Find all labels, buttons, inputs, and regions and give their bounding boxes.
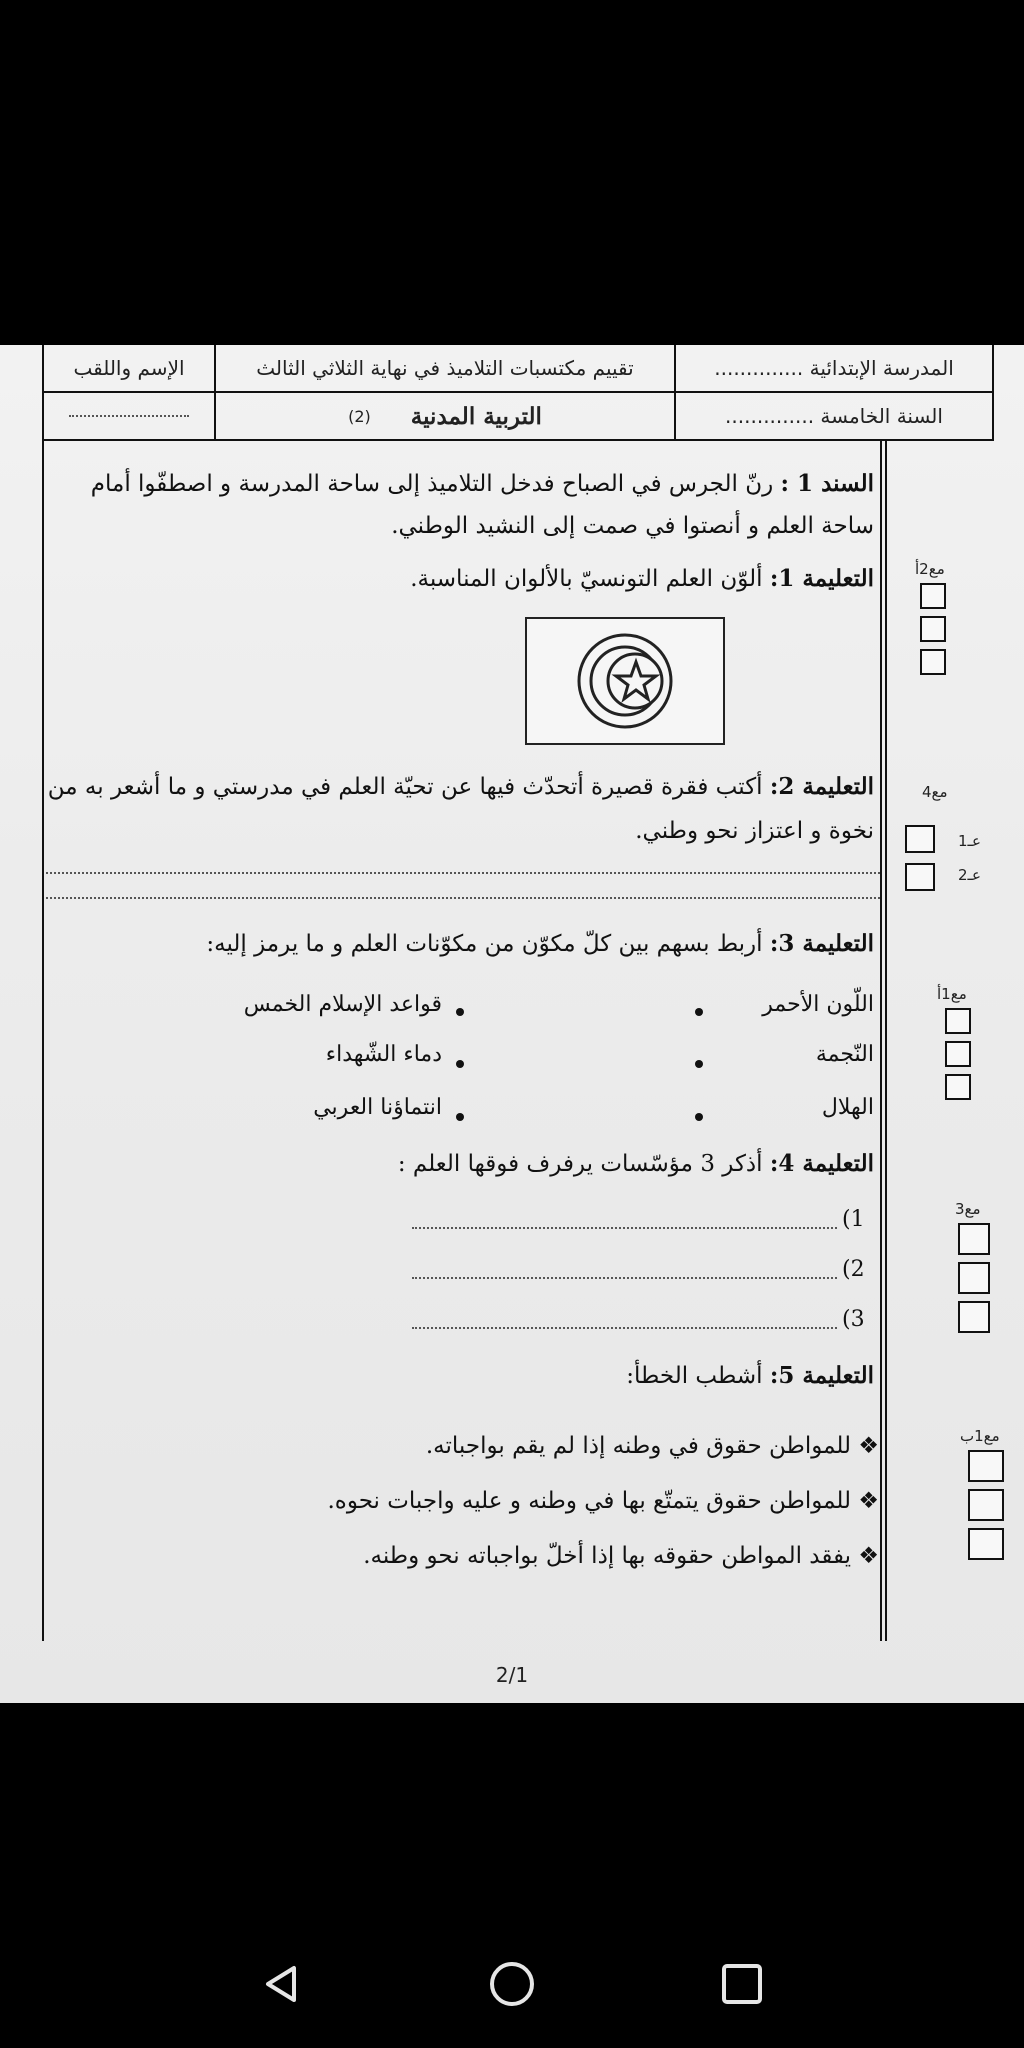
header-table	[42, 345, 994, 441]
score-q1: مع2أ	[915, 560, 945, 578]
score-boxes-q2	[905, 825, 935, 891]
score-boxes-q3	[945, 1008, 971, 1100]
q4-label: التعليمة 4:	[769, 1150, 874, 1177]
q1-label: التعليمة 1:	[769, 565, 874, 592]
q2-label: التعليمة 2:	[769, 773, 874, 800]
subject-title: التربية المدنية	[410, 402, 542, 430]
score-box[interactable]	[968, 1450, 1004, 1482]
score-box[interactable]	[968, 1528, 1004, 1560]
flag-outline[interactable]	[525, 617, 725, 745]
name-label: الإسم واللقب	[44, 345, 214, 393]
school-name: المدرسة الإبتدائية ..............	[676, 345, 992, 393]
subject-number: (2)	[348, 406, 371, 426]
match-dot-left[interactable]	[695, 1060, 703, 1068]
name-cell	[44, 345, 214, 439]
title-cell	[214, 345, 674, 439]
statement-text: للمواطن حقوق يتمتّع بها في وطنه و عليه واجبات نحوه.	[327, 1488, 852, 1514]
score-box[interactable]	[958, 1223, 990, 1255]
statement-text: يفقد المواطن حقوقه بها إذا أخلّ بواجباته نحو وطنه.	[363, 1543, 852, 1569]
question-4	[398, 1150, 874, 1177]
home-icon	[488, 1960, 536, 2008]
recents-icon	[720, 1962, 764, 2006]
score-q2b: عـ2	[958, 866, 981, 884]
score-q4: مع3	[955, 1200, 981, 1218]
statement-1[interactable]: ❖ للمواطن حقوق في وطنه إذا لم يقم بواجباته.	[425, 1433, 879, 1459]
q5-text: أشطب الخطأ:	[626, 1363, 763, 1389]
meaning-pillars: قواعد الإسلام الخمس	[243, 992, 442, 1017]
score-q3: مع1أ	[937, 985, 967, 1003]
crescent-star-icon	[570, 626, 680, 736]
answer-line[interactable]	[46, 897, 880, 899]
back-icon	[260, 1962, 304, 2006]
component-star: النّجمة	[815, 1042, 874, 1067]
component-crescent: الهلال	[821, 1095, 874, 1120]
name-field[interactable]	[69, 415, 189, 417]
score-box[interactable]	[905, 825, 935, 853]
match-dot-right[interactable]	[456, 1008, 464, 1016]
school-cell	[674, 345, 992, 439]
score-box[interactable]	[945, 1041, 971, 1067]
meaning-arab: انتماؤنا العربي	[313, 1095, 442, 1120]
recents-button[interactable]	[712, 1954, 772, 2014]
item-number: (1	[842, 1207, 865, 1232]
score-box[interactable]	[920, 583, 946, 609]
answer-line[interactable]	[412, 1277, 837, 1279]
score-box[interactable]	[958, 1262, 990, 1294]
navigation-bar	[0, 1920, 1024, 2048]
match-dot-left[interactable]	[695, 1113, 703, 1121]
statement-text: للمواطن حقوق في وطنه إذا لم يقم بواجباته.	[425, 1433, 852, 1459]
q4-text: أذكر 3 مؤسّسات يرفرف فوقها العلم :	[397, 1151, 763, 1177]
page-number: 2/1	[495, 1663, 529, 1687]
score-box[interactable]	[945, 1008, 971, 1034]
score-boxes-q5	[968, 1450, 1004, 1560]
statement-3[interactable]: ❖ يفقد المواطن حقوقه بها إذا أخلّ بواجباته نحو وطنه.	[363, 1543, 879, 1569]
match-dot-right[interactable]	[456, 1113, 464, 1121]
answer-line[interactable]	[412, 1227, 837, 1229]
answer-line[interactable]	[412, 1327, 837, 1329]
component-red: اللّون الأحمر	[762, 992, 874, 1017]
exam-paper	[0, 345, 1024, 1703]
score-box[interactable]	[905, 863, 935, 891]
exam-title: تقييم مكتسبات التلاميذ في نهاية الثلاثي الثالث	[216, 345, 674, 393]
context-text: رنّ الجرس في الصباح فدخل التلاميذ إلى ساحة المدرسة و اصطفّوا أمام ساحة العلم و أنصتوا في صمت إلى النشيد الوطني.	[90, 471, 874, 539]
q2-text: أكتب فقرة قصيرة أتحدّث فيها عن تحيّة العلم في مدرستي و ما أشعر به من نخوة و اعتزاز نحو وطني.	[47, 774, 874, 844]
question-3	[206, 930, 874, 957]
score-box[interactable]	[968, 1489, 1004, 1521]
score-boxes-q4	[958, 1223, 990, 1333]
score-q2: مع4	[922, 783, 948, 801]
score-box[interactable]	[958, 1301, 990, 1333]
question-1	[410, 565, 874, 592]
match-dot-left[interactable]	[695, 1008, 703, 1016]
school-year: السنة الخامسة ..............	[725, 404, 943, 428]
q5-label: التعليمة 5:	[769, 1362, 874, 1389]
score-box[interactable]	[920, 649, 946, 675]
context-label: السند 1 :	[780, 470, 874, 497]
score-q5: مع1ب	[960, 1427, 1000, 1445]
back-button[interactable]	[252, 1954, 312, 2014]
score-box[interactable]	[945, 1074, 971, 1100]
q3-label: التعليمة 3:	[769, 930, 874, 957]
score-q2a: عـ1	[958, 832, 981, 850]
answer-line[interactable]	[46, 872, 880, 874]
match-dot-right[interactable]	[456, 1060, 464, 1068]
home-button[interactable]	[482, 1954, 542, 2014]
score-boxes-q1	[920, 583, 946, 675]
score-box[interactable]	[920, 616, 946, 642]
item-number: (2	[842, 1257, 865, 1282]
question-5	[626, 1362, 874, 1389]
content-frame	[42, 441, 882, 1641]
statement-2[interactable]: ❖ للمواطن حقوق يتمتّع بها في وطنه و عليه واجبات نحوه.	[327, 1488, 879, 1514]
score-divider	[885, 441, 887, 1641]
question-2	[44, 765, 874, 853]
meaning-martyrs: دماء الشّهداء	[325, 1042, 442, 1067]
context-paragraph	[44, 463, 874, 547]
item-number: (3	[842, 1307, 865, 1332]
q3-text: أربط بسهم بين كلّ مكوّن من مكوّنات العلم و ما يرمز إليه:	[206, 931, 763, 957]
q1-text: ألوّن العلم التونسيّ بالألوان المناسبة.	[410, 566, 763, 592]
